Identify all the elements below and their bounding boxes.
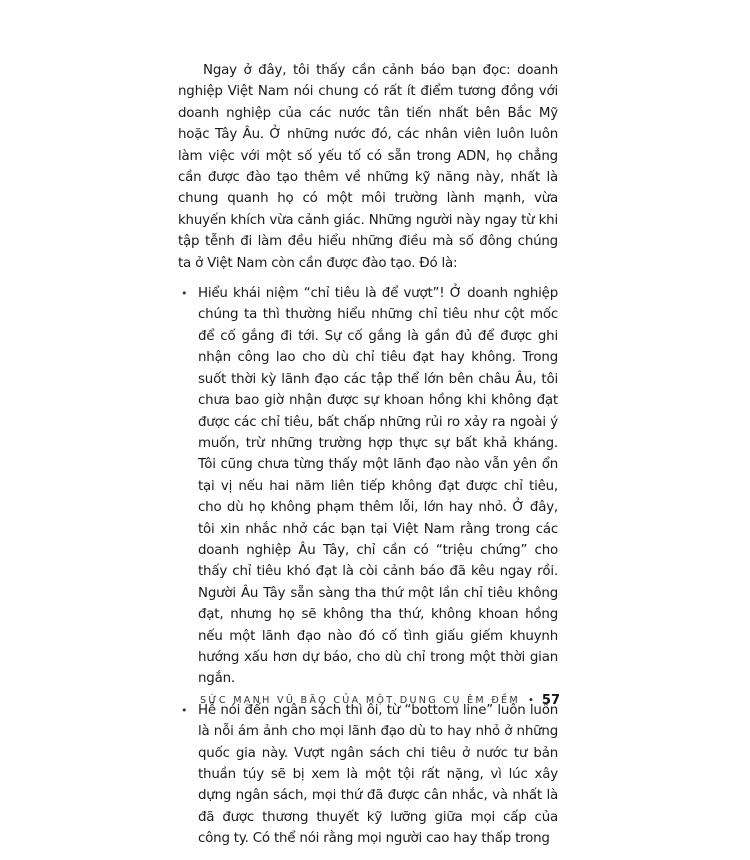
body-text bbox=[178, 60, 558, 860]
intro-paragraph: Ngay ở đây, tôi thấy cần cảnh báo bạn đọc: doanh nghiệp Việt Nam nói chung có rất ít điểm tương đồng với doanh nghiệp của các nước tân tiến nhất bên Bắc Mỹ hoặc Tây Âu. Ở những nước đó, các nhân viên luôn luôn làm việc với một số yếu tố có sẵn trong ADN, họ chẳng cần được đào tạo thêm về những kỹ năng này, nhất là chung quanh họ có một môi trường lành mạnh, vừa khuyến khích vừa cảnh giác. Những người này ngay từ khi tập tễnh đi làm đều hiểu những điều mà số đông chúng ta ở Việt Nam còn cần được đào tạo. Đó là: bbox=[178, 63, 558, 271]
page-footer bbox=[199, 690, 560, 710]
footer-separator: • bbox=[528, 694, 534, 706]
bullet-marker: • bbox=[181, 703, 188, 717]
bullet-item-1 bbox=[178, 283, 558, 690]
bullet-marker: • bbox=[181, 287, 188, 301]
bullet-text: Hiểu khái niệm “chỉ tiêu là để vượt”! Ở doanh nghiệp chúng ta thì thường hiểu những chỉ tiêu như cột mốc để cố gắng đi tới. Sự cố gắng là gần đủ để được ghi nhận công lao cho dù chỉ tiêu đạt hay không. Trong suốt thời kỳ lãnh đạo các tập thể lớn bên châu Âu, tôi chưa bao giờ nhận được sự khoan hồng khi không đạt được các chỉ tiêu, bất chấp những rủi ro xảy ra ngoài ý muốn, trừ những trường hợp thực sự bất khả kháng. Tôi cũng chưa từng thấy một lãnh đạo nào vẫn yên ổn tại vị nếu hai năm liên tiếp không đạt được chỉ tiêu, cho dù họ không phạm thêm lỗi, lớn hay nhỏ. Ở đây, tôi xin nhắc nhở các bạn tại Việt Nam rằng trong các doanh nghiệp Âu Tây, chỉ cần có “triệu chứng” cho thấy chỉ tiêu khó đạt là còi cảnh báo đã kêu ngay rồi. Người Âu Tây sẵn sàng tha thứ một lần chỉ tiêu không đạt, nhưng họ sẽ không tha thứ, không khoan hồng nếu một lãnh đạo nào đó cố tình giấu giếm khuynh hướng xấu hơn dự báo, cho dù chỉ trong một thời gian ngắn. bbox=[198, 286, 558, 687]
page-number: 57 bbox=[541, 692, 560, 708]
bullet-list bbox=[178, 283, 558, 850]
bullet-text: Hễ nói đến ngân sách thì ôi, từ “bottom line” luôn luôn là nỗi ám ảnh cho mọi lãnh đạo dù to hay nhỏ ở những quốc gia này. Vượt ngân sách chi tiêu ở nước tư bản thuần túy sẽ bị xem là một tội rất nặng, vì lúc xây dựng ngân sách, mọi thứ đã được cân nhắc, và nhất là đã được thương thuyết kỹ lưỡng giữa mọi cấp của công ty. Có thể nói rằng mọi người cao hay thấp trong bbox=[198, 702, 558, 847]
running-title: SỨC MẠNH VŨ BÃO CỦA MỘT DỤNG CỤ ÊM ĐỀM bbox=[199, 694, 520, 706]
bullet-item-2 bbox=[178, 700, 558, 850]
